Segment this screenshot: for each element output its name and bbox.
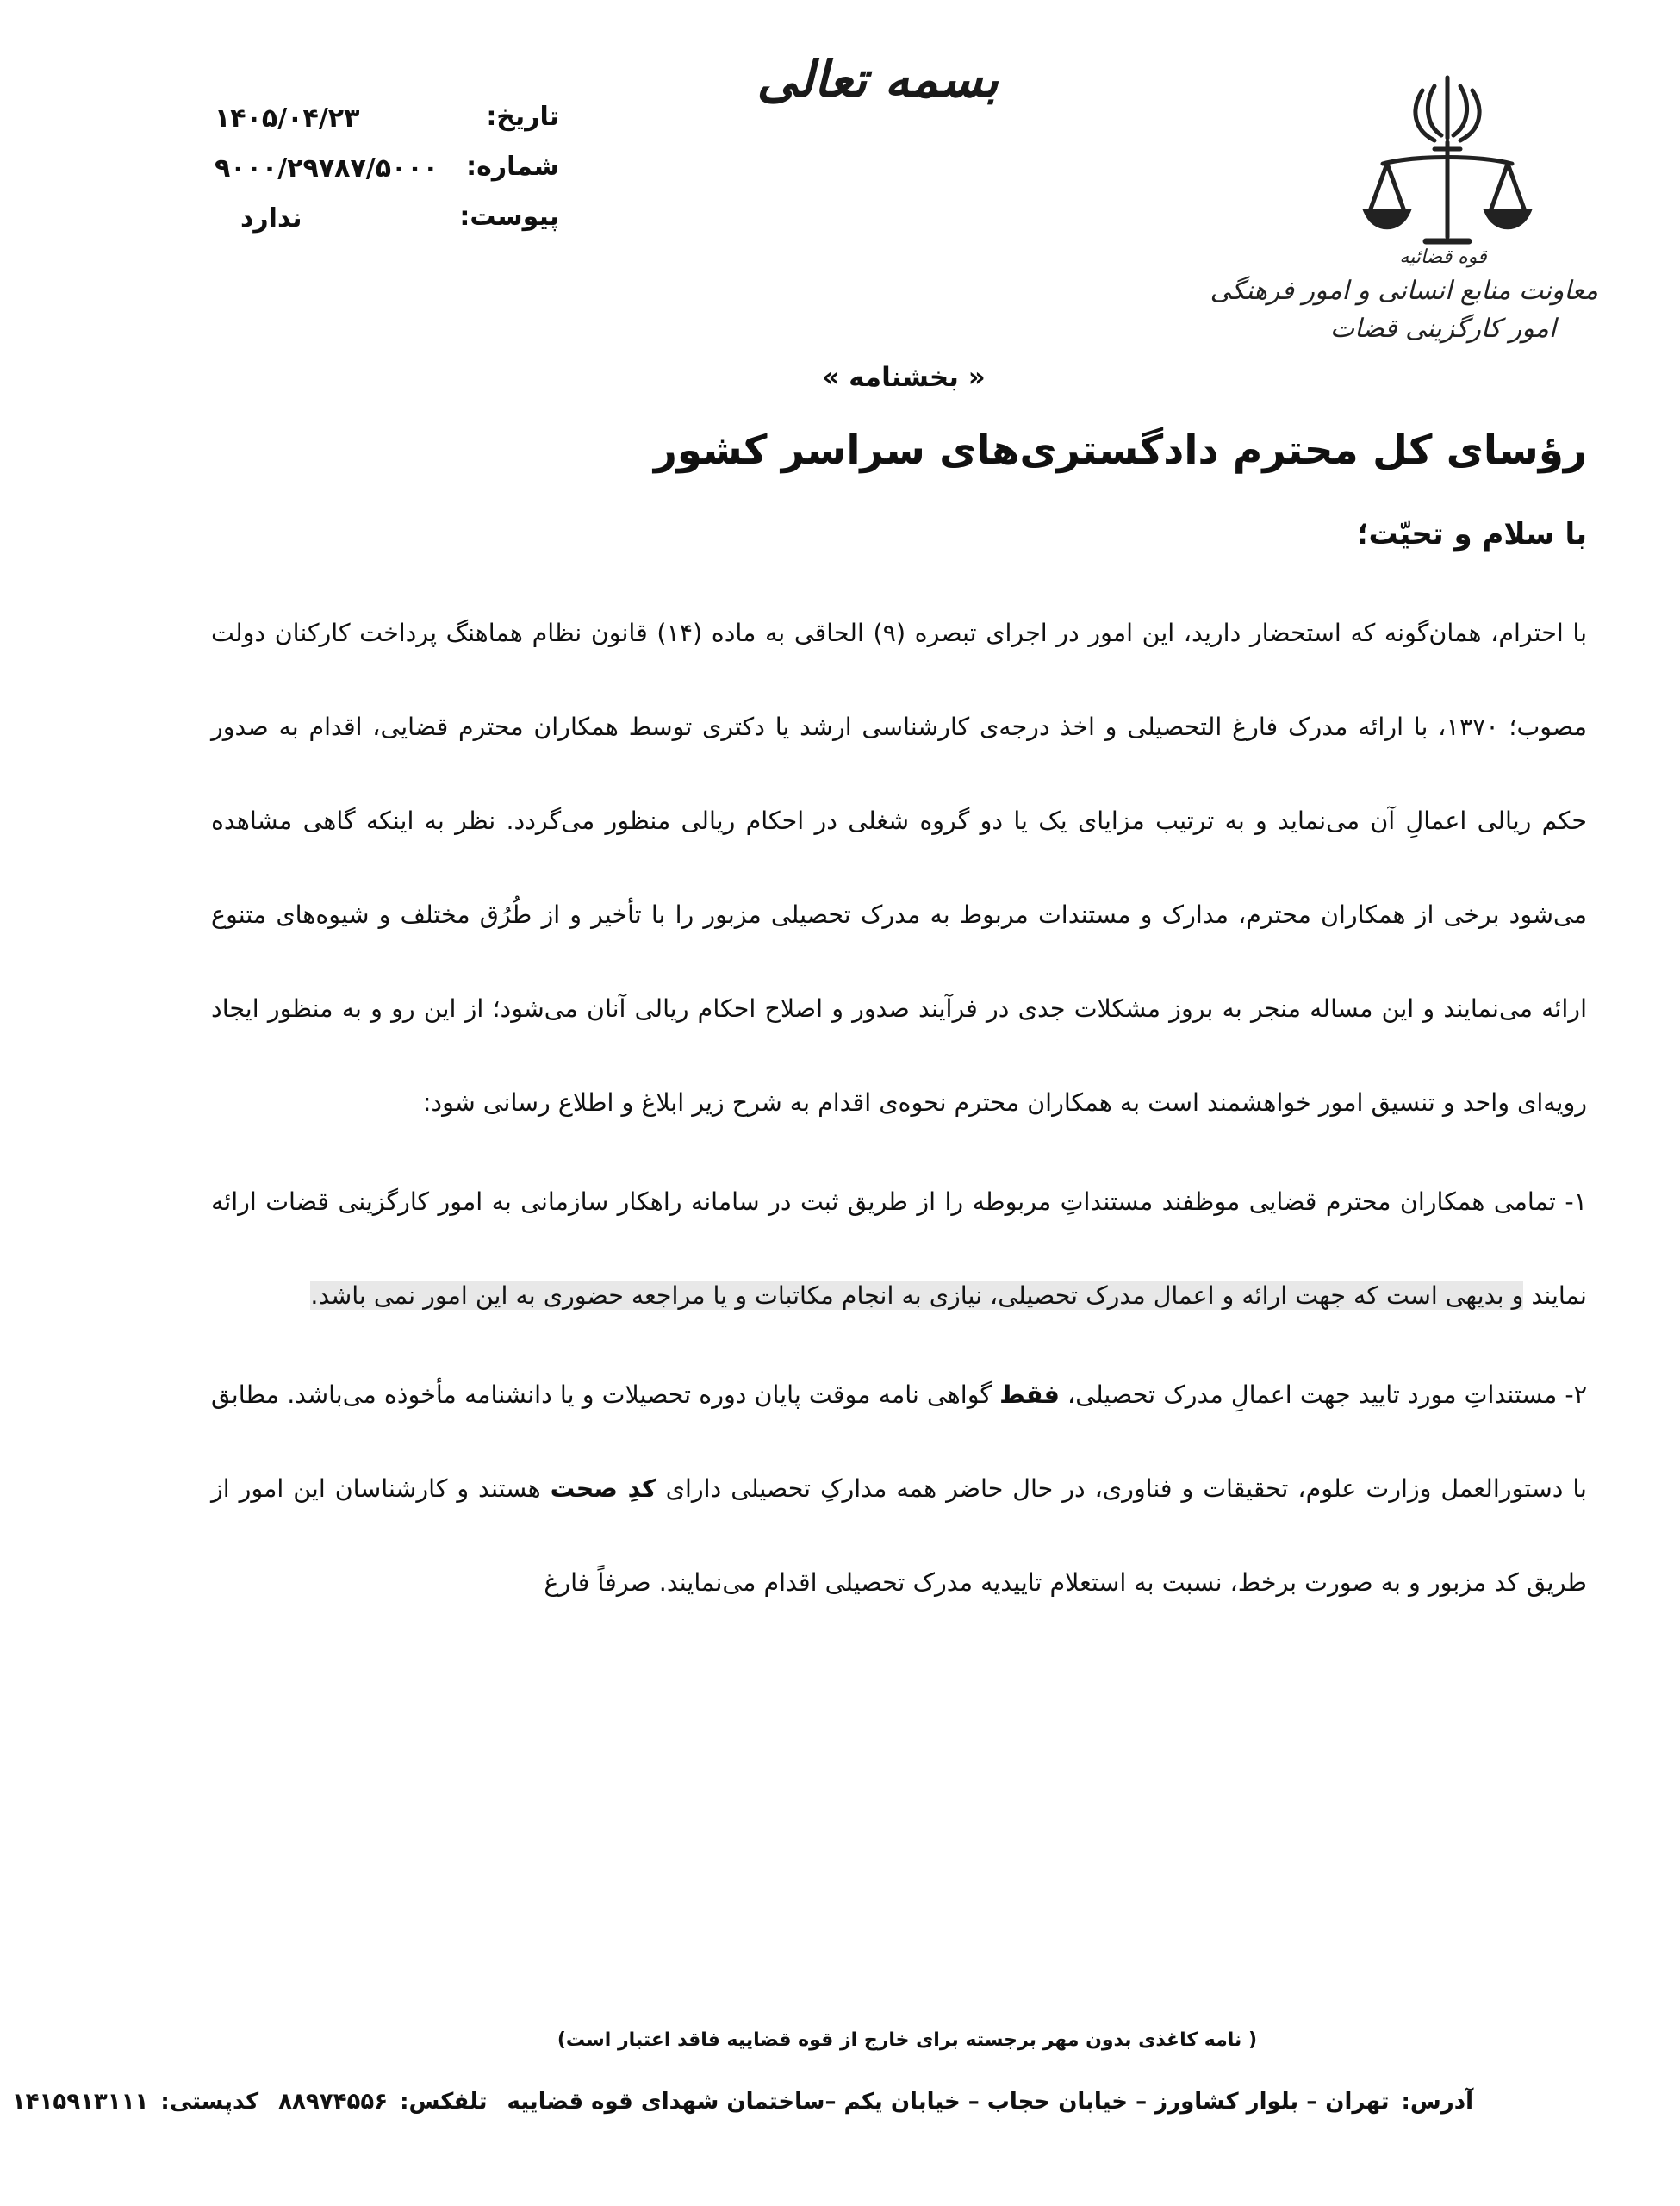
postal-label: کدپستی: [160, 2089, 259, 2115]
meta-number-label: شماره: [466, 152, 559, 182]
address-label: آدرس: [1401, 2089, 1473, 2115]
item-1-highlighted-text: و بدیهی است که جهت ارائه و اعمال مدرک تحصیلی، نیازی به انجام مکاتبات و یا مراجعه حضوری به این امور نمی باشد. [310, 1281, 1524, 1310]
paragraph-item-2 [211, 1348, 1587, 1630]
item-2-text-part-1: ۲- مستنداتِ مورد تایید جهت اعمالِ مدرک تحصیلی، [1059, 1380, 1587, 1409]
meta-number-value: ۹۰۰۰/۲۹۷۸۷/۵۰۰۰ [215, 153, 439, 184]
meta-number [215, 152, 559, 202]
address-text: تهران – بلوار کشاورز – خیابان حجاب – خیابان یکم –ساختمان شهدای قوه قضاییه [507, 2089, 1390, 2115]
validity-note: ( نامه کاغذی بدون مهر برجسته برای خارج از قوه قضاییه فاقد اعتبار است) [557, 2029, 1257, 2051]
organization-line-2: معاونت منابع انسانی و امور فرهنگی [1210, 276, 1598, 306]
basmala: بسمه تعالی [756, 50, 999, 109]
salutation: با سلام و تحیّت؛ [1356, 517, 1587, 552]
judiciary-emblem-icon [1366, 73, 1529, 259]
letter-meta [215, 102, 559, 252]
meta-date-label: تاریخ: [486, 102, 559, 132]
organization-line-3: امور کارگزینی قضات [1329, 314, 1557, 344]
paragraph-intro: با احترام، همان‌گونه که استحضار دارید، این امور در اجرای تبصره (۹) الحاقی به ماده (۱۴) قانون نظام هماهنگ پرداخت کارکنان دولت مصوب؛ ۱۳۷۰، با ارائه مدرک فارغ التحصیلی و اخذ درجه‌ی کارشناسی ارشد یا دکتری توسط همکاران محترم قضایی، اقدام به صدور حکم ریالی اعمالِ آن می‌نماید و به ترتیب مزایای یک یا دو گروه شغلی در احکام ریالی منظور می‌گردد. نظر به اینکه گاهی مشاهده می‌شود برخی از همکاران محترم، مدارک و مستندات مربوط به مدرک تحصیلی مزبور را با تأخیر و از طُرُق مختلف و شیوه‌های متنوع ارائه می‌نمایند و این مساله منجر به بروز مشکلات جدی در فرآیند صدور و اصلاح احکام ریالی آنان می‌شود؛ از این رو و به منظور ایجاد رویه‌ای واحد و تنسیق امور خواهشمند است به همکاران محترم نحوه‌ی اقدام به شرح زیر ابلاغ و اطلاع رسانی شود: [211, 619, 1587, 1117]
circular-title: « بخشنامه » [822, 362, 986, 393]
postal-code: ۱۴۱۵۹۱۳۱۱۱ [11, 2089, 149, 2115]
addressee: رؤسای کل محترم دادگستری‌های سراسر کشور [653, 427, 1587, 474]
item-2-text-part-3: هستند و کارشناسان این امور از طریق کد مزبور و به صورت برخط، نسبت به استعلام تاییدیه مدرک تحصیلی اقدام می‌نمایند. صرفاً فارغ [211, 1474, 1587, 1597]
organization-block [1210, 243, 1598, 348]
meta-attachment-value: ندارد [240, 203, 302, 234]
footer-address [11, 2089, 1473, 2115]
item-2-text-part-2: گواهی نامه موقت پایان دوره تحصیلات و یا دانشنامه مأخوذه می‌باشد. مطابق با دستورالعمل وزارت علوم، تحقیقات و فناوری، در حال حاضر همه مدارکِ تحصیلی دارای [211, 1380, 1587, 1503]
item-1-text: ۱- تمامی همکاران محترم قضایی موظفند مستنداتِ مربوطه را از طریق ثبت در سامانه راهکار سازمانی به امور کارگزینی قضات ارائه نمایند [211, 1187, 1587, 1310]
organization-line-1: قوه قضائیه [1399, 246, 1487, 268]
phone-label: تلفکس: [400, 2089, 488, 2115]
meta-attachment-label: پیوست: [459, 202, 559, 232]
meta-attachment [215, 202, 559, 252]
item-2-bold-validity-code: کدِ صحت [550, 1474, 656, 1503]
item-2-bold-only: فقط [999, 1380, 1060, 1409]
meta-date [215, 102, 559, 152]
paragraph-item-1 [211, 1155, 1587, 1343]
meta-date-value: ۱۴۰۵/۰۴/۲۳ [215, 103, 360, 134]
letter-page [11, 0, 1680, 2206]
letter-body [211, 586, 1587, 1630]
phone-number: ۸۸۹۷۴۵۵۶ [278, 2089, 389, 2115]
